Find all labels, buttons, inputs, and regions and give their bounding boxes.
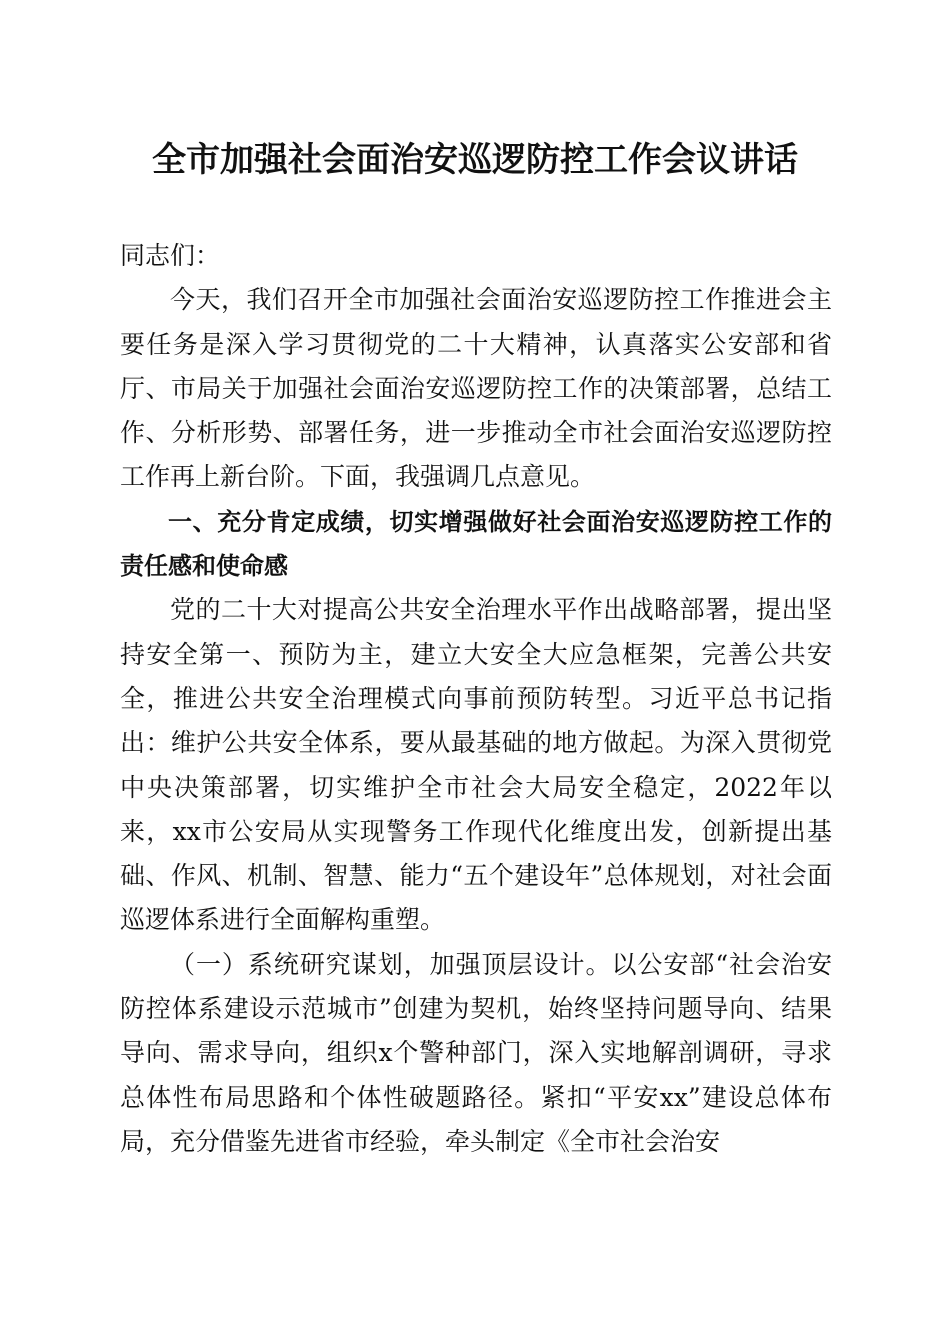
subsection-1-text: 以公安部“社会治安防控体系建设示范城市”创建为契机，始终坚持问题导向、结果导向、需求导向，组织x个警种部门，深入实地解剖调研，寻求总体性布局思路和个体性破题路径。紧扣“平安xx”建设总体布局，充分借鉴先进省市经验，牵头制定《全市社会治安 xyxy=(120,949,832,1156)
salutation: 同志们： xyxy=(120,241,221,270)
subsection-1-lead: （一）系统研究谋划，加强顶层设计。 xyxy=(170,949,612,979)
section-1-paragraph: 党的二十大对提高公共安全治理水平作出战略部署，提出坚持安全第一、预防为主，建立大安全大应急框架，完善公共安全，推进公共安全治理模式向事前预防转型。习近平总书记指出：维护公共安全体系，要从最基础的地方做起。为深入贯彻党中央决策部署，切实维护全市社会大局安全稳定，2022年以来，xx市公安局从实现警务工作现代化维度出发，创新提出基础、作风、机制、智慧、能力“五个建设年”总体规划，对社会面巡逻体系进行全面解构重塑。 xyxy=(120,595,832,935)
document-body xyxy=(120,234,832,1164)
intro-paragraph: 今天，我们召开全市加强社会面治安巡逻防控工作推进会主要任务是深入学习贯彻党的二十大精神，认真落实公安部和省厅、市局关于加强社会面治安巡逻防控工作的决策部署，总结工作、分析形势、部署任务，进一步推动全市社会面治安巡逻防控工作再上新台阶。下面，我强调几点意见。 xyxy=(120,285,832,492)
subsection-1-paragraph xyxy=(120,943,832,1164)
section-heading-1: 一、充分肯定成绩，切实增强做好社会面治安巡逻防控工作的责任感和使命感 xyxy=(120,507,832,581)
document-title: 全市加强社会面治安巡逻防控工作会议讲话 xyxy=(152,140,798,180)
